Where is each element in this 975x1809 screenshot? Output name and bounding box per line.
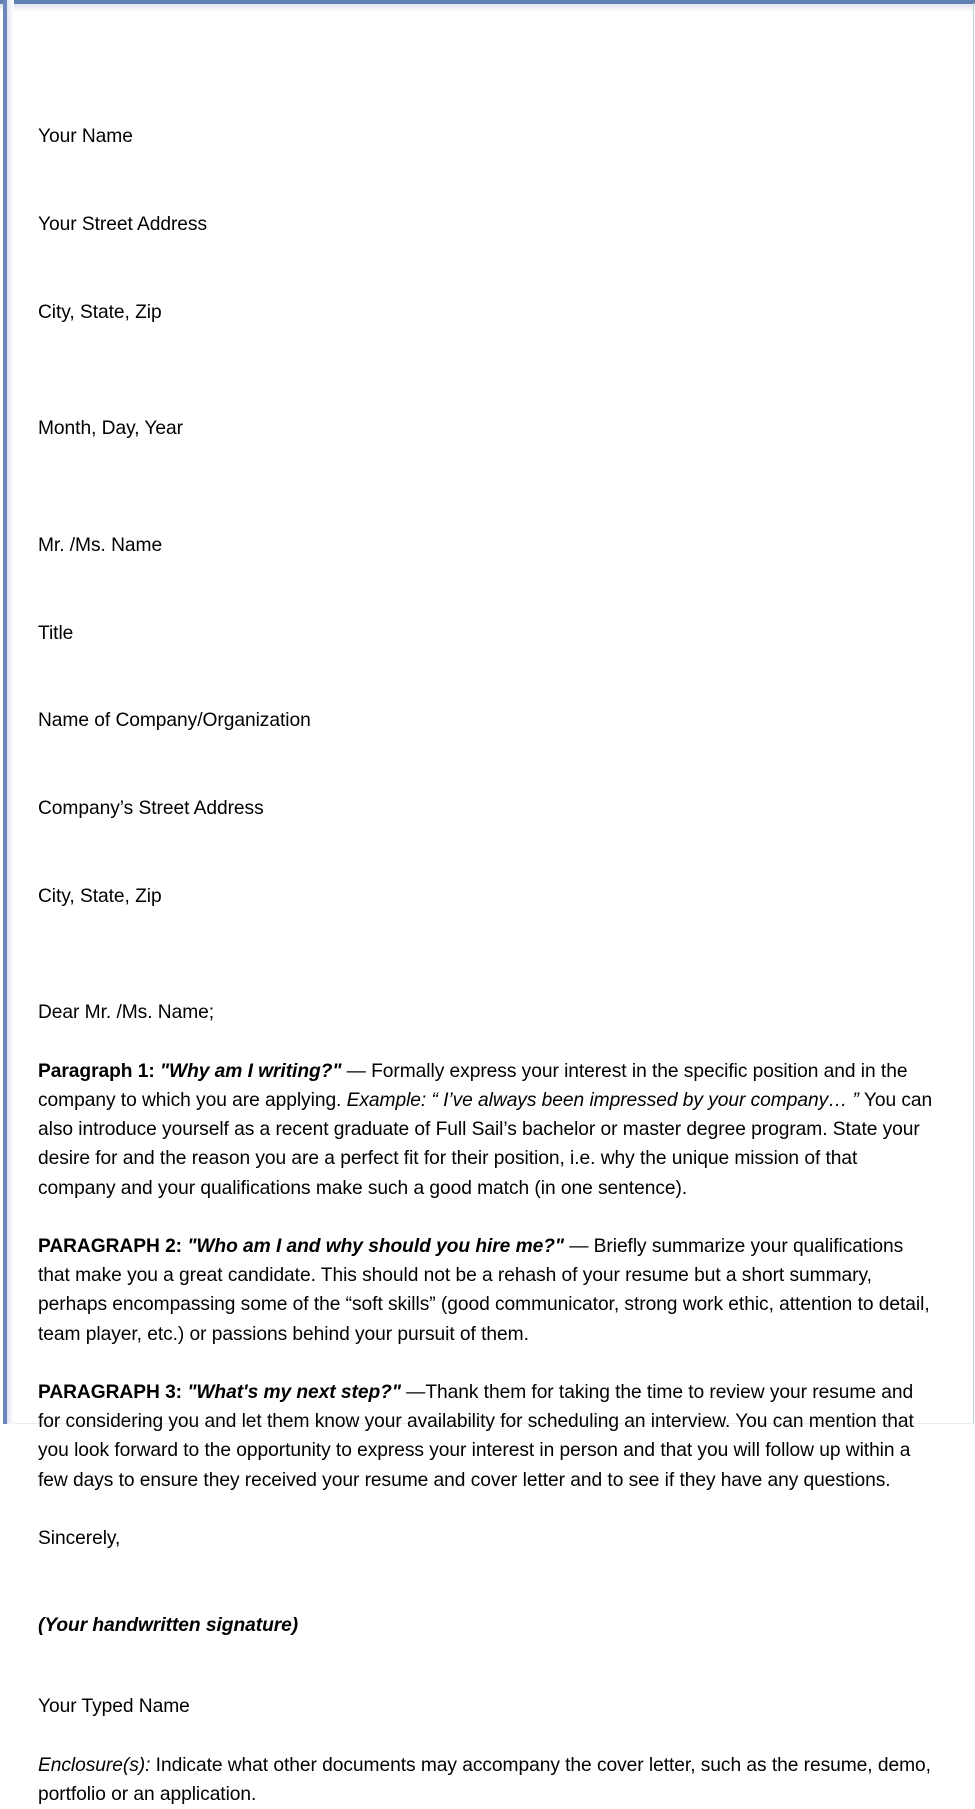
recipient-title: Title — [38, 622, 74, 644]
spacer — [38, 444, 938, 473]
signature-placeholder: (Your handwritten signature) — [38, 1615, 299, 1637]
enclosure-text: Indicate what other documents may accompany the cover letter, such as the resume, demo, portfolio or an application. — [38, 1754, 931, 1806]
recipient-name: Mr. /Ms. Name — [38, 535, 163, 557]
recipient-city-state-zip: City, State, Zip — [38, 885, 162, 907]
spacer — [38, 1203, 938, 1232]
sender-city-state-zip: City, State, Zip — [38, 301, 162, 323]
page-border-right — [973, 3, 974, 1424]
recipient-address-block — [38, 473, 938, 969]
letter-date: Month, Day, Year — [38, 418, 183, 440]
signature-space — [38, 1553, 938, 1611]
paragraph-3-lead: PARAGRAPH 3: — [38, 1382, 183, 1404]
recipient-company: Name of Company/Organization — [38, 710, 311, 732]
paragraph-1-dash: — — [341, 1060, 372, 1082]
paragraph-2-lead: PARAGRAPH 2: — [38, 1236, 183, 1258]
closing: Sincerely, — [38, 1528, 121, 1550]
sender-name: Your Name — [38, 126, 133, 148]
spacer — [38, 1640, 938, 1692]
sender-street: Your Street Address — [38, 214, 208, 236]
paragraph-1-lead: Paragraph 1: — [38, 1060, 155, 1082]
paragraph-1-text-2: You can also introduce yourself as a recent graduate of Full Sail’s bachelor or master degree program. State your desire for and the reason you are a perfect fit for their position, i.e. why the unique mission of that company and your qualifications make such a good match (in one sentence). — [38, 1090, 933, 1199]
paragraph-3-question: "What's my next step?" — [187, 1382, 401, 1404]
spacer — [38, 969, 938, 998]
paragraph-1-question: "Why am I writing?" — [159, 1060, 342, 1082]
paragraph-3-dash: — — [400, 1382, 426, 1404]
letter-body — [38, 64, 938, 1809]
spacer — [38, 1028, 938, 1057]
spacer — [38, 1495, 938, 1524]
paragraph-2-dash: — — [563, 1236, 594, 1258]
paragraph-3-text-1: Thank them for taking the time to review your resume and for considering you and let them know your availability for scheduling an interview. You can mention that you look forward to the opportunity to express your interest in person and that you will follow up within a few days to ensure they received your resume and cover letter and to see if they have any questions. — [38, 1382, 914, 1491]
spacer — [38, 385, 938, 414]
recipient-street: Company’s Street Address — [38, 798, 264, 820]
enclosure-line — [38, 1751, 938, 1809]
paragraph-3 — [38, 1378, 938, 1495]
paragraph-1 — [38, 1057, 938, 1203]
enclosure-lead: Enclosure(s): — [38, 1754, 151, 1776]
paragraph-2-text-1: Briefly summarize your qualifications that make you a great candidate. This should not be a rehash of your resume but a short summary, perhaps encompassing some of the “soft skills” (good communicator, strong work ethic, attention to detail, team player, etc.) or passions behind your pursuit of them. — [38, 1236, 930, 1345]
spacer — [38, 1722, 938, 1751]
spacer — [38, 1349, 938, 1378]
paragraph-2 — [38, 1232, 938, 1349]
paragraph-1-example: Example: “ I’ve always been impressed by your company… ” — [346, 1090, 859, 1112]
paragraph-1-text-1: Formally express your interest in the specific position and in the company to which you are applying. — [38, 1060, 908, 1112]
page-border-left-shadow — [7, 0, 14, 1424]
salutation: Dear Mr. /Ms. Name; — [38, 1002, 215, 1024]
typed-name: Your Typed Name — [38, 1696, 190, 1718]
page-border-top-shadow — [0, 4, 975, 12]
sender-address-block — [38, 64, 938, 385]
paragraph-2-question: "Who am I and why should you hire me?" — [187, 1236, 564, 1258]
